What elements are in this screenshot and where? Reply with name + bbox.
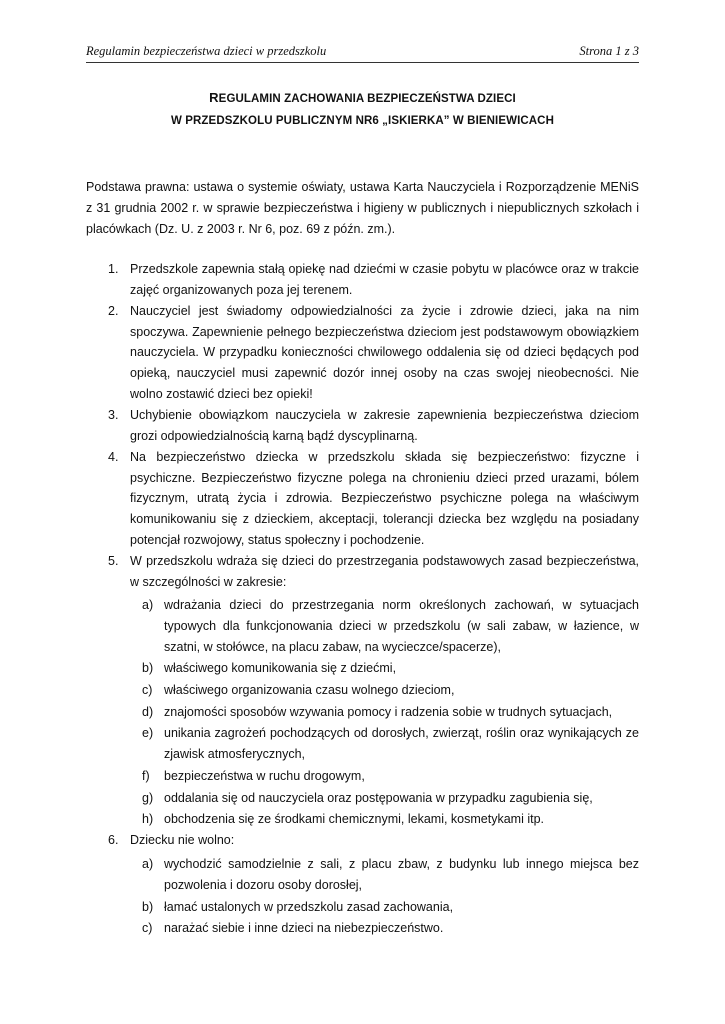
list-item-text: Dziecku nie wolno: <box>130 833 235 848</box>
sub-list-text: znajomości sposobów wzywania pomocy i radzenia sobie w trudnych sytuacjach, <box>164 704 613 719</box>
sub-list-text: narażać siebie i inne dzieci na niebezpieczeństwo. <box>164 921 444 936</box>
sub-list-letter: a) <box>142 857 154 872</box>
sub-list-letter: e) <box>142 726 154 741</box>
sub-list-text: właściwego organizowania czasu wolnego dzieciom, <box>164 683 455 698</box>
list-item-text: Przedszkole zapewnia stałą opiekę nad dziećmi w czasie pobytu w placówce oraz w trakcie zajęć organizowanych poza jej terenem. <box>130 262 639 297</box>
list-item-number: 6. <box>108 833 119 848</box>
page-header <box>86 40 639 63</box>
list-item-text: Uchybienie obowiązkom nauczyciela w zakresie zapewnienia bezpieczeństwa dzieciom grozi odpowiedzialnością karną bądź dyscyplinarną. <box>130 407 639 443</box>
header-title: Regulamin bezpieczeństwa dzieci w przedszkolu <box>86 44 327 58</box>
title-initial: R <box>209 90 219 105</box>
sub-list-text: oddalania się od nauczyciela oraz postępowania w przypadku zagubienia się, <box>164 790 593 805</box>
list-item <box>86 405 639 446</box>
sub-list <box>130 854 639 939</box>
sub-list-item <box>130 788 639 809</box>
list-item <box>86 301 639 405</box>
list-item <box>86 830 639 939</box>
sub-list-item <box>130 702 639 723</box>
sub-list-text: bezpieczeństwa w ruchu drogowym, <box>164 768 365 783</box>
title-line1-rest: EGULAMIN ZACHOWANIA BEZPIECZEŃSTWA DZIECI <box>218 93 516 105</box>
sub-list-text: właściwego komunikowania się z dziećmi, <box>164 661 397 676</box>
document-title-line1 <box>0 90 725 105</box>
sub-list-letter: h) <box>142 812 154 827</box>
sub-list-item <box>130 680 639 701</box>
sub-list-letter: f) <box>142 768 150 783</box>
sub-list-text: łamać ustalonych w przedszkolu zasad zachowania, <box>164 899 454 914</box>
list-item-number: 5. <box>108 553 119 568</box>
sub-list-text: wdrażania dzieci do przestrzegania norm określonych zachowań, w sytuacjach typowych dla funkcjonowania dzieci w przedszkolu (w sali zabaw, w łazience, w szatni, w stołówce, na placu zabaw, na wycieczce/spacerze), <box>164 598 639 654</box>
rules-list <box>86 259 639 939</box>
sub-list-item <box>130 809 639 830</box>
list-item-number: 1. <box>108 262 119 276</box>
list-item-number: 4. <box>108 449 119 464</box>
sub-list-item <box>130 766 639 787</box>
sub-list-letter: c) <box>142 683 153 698</box>
list-item-text: W przedszkolu wdraża się dzieci do przestrzegania podstawowych zasad bezpieczeństwa, w szczególności w zakresie: <box>130 553 639 589</box>
list-item-number: 3. <box>108 407 119 422</box>
sub-list-item <box>130 723 639 764</box>
list-item <box>86 259 639 300</box>
sub-list-item <box>130 658 639 679</box>
sub-list-letter: a) <box>142 598 154 613</box>
sub-list-text: unikania zagrożeń pochodzących od dorosłych, zwierząt, roślin oraz wynikających ze zjawisk atmosferycznych, <box>164 726 639 762</box>
sub-list-letter: c) <box>142 921 153 936</box>
sub-list-item <box>130 897 639 918</box>
sub-list-item <box>130 918 639 939</box>
legal-basis-paragraph: Podstawa prawna: ustawa o systemie oświaty, ustawa Karta Nauczyciela i Rozporządzenie MENiS z 31 grudnia 2002 r. w sprawie bezpieczeństwa i higieny w publicznych i niepublicznych szkołach i placówkach (Dz. U. z 2003 r. Nr 6, poz. 69 z późn. zm.). <box>86 180 639 236</box>
sub-list-letter: b) <box>142 899 154 914</box>
sub-list-letter: d) <box>142 704 154 719</box>
list-item <box>86 447 639 551</box>
sub-list-letter: b) <box>142 661 154 676</box>
list-item-number: 2. <box>108 303 119 318</box>
page-number: Strona 1 z 3 <box>579 44 639 58</box>
sub-list <box>130 595 639 830</box>
sub-list-text: wychodzić samodzielnie z sali, z placu zbaw, z budynku lub innego miejsca bez pozwolenia i dozoru osoby dorosłej, <box>164 857 639 892</box>
list-item <box>86 551 639 830</box>
sub-list-text: obchodzenia się ze środkami chemicznymi, lekami, kosmetykami itp. <box>164 812 544 827</box>
list-item-text: Na bezpieczeństwo dziecka w przedszkolu składa się bezpieczeństwo: fizyczne i psychiczne. Bezpieczeństwo fizyczne polega na chronieniu dzieci przed urazami, bólem fizycznym, utratą życia i zdrowia. Bezpieczeństwo psychiczne polega na właściwym komunikowaniu się z dzieckiem, akceptacji, tolerancji dziecka bez względu na posiadany potencjał rozwojowy, status społeczny i pochodzenie. <box>130 449 639 547</box>
sub-list-item <box>130 595 639 657</box>
sub-list-letter: g) <box>142 790 154 805</box>
sub-list-item <box>130 854 639 895</box>
list-item-text: Nauczyciel jest świadomy odpowiedzialności za życie i zdrowie dzieci, jaka na nim spoczywa. Zapewnienie pełnego bezpieczeństwa dzieciom jest podstawowym obowiązkiem nauczyciela. W przypadku konieczności chwilowego oddalenia się od dzieci będących pod opieką, nauczyciel musi zapewnić dozór innej osoby na czas swojej nieobecności. Nie wolno zostawić dzieci bez opieki! <box>130 303 639 401</box>
document-title-line2: W PRZEDSZKOLU PUBLICZNYM NR6 „ISKIERKA” W BIENIEWICACH <box>171 115 554 127</box>
